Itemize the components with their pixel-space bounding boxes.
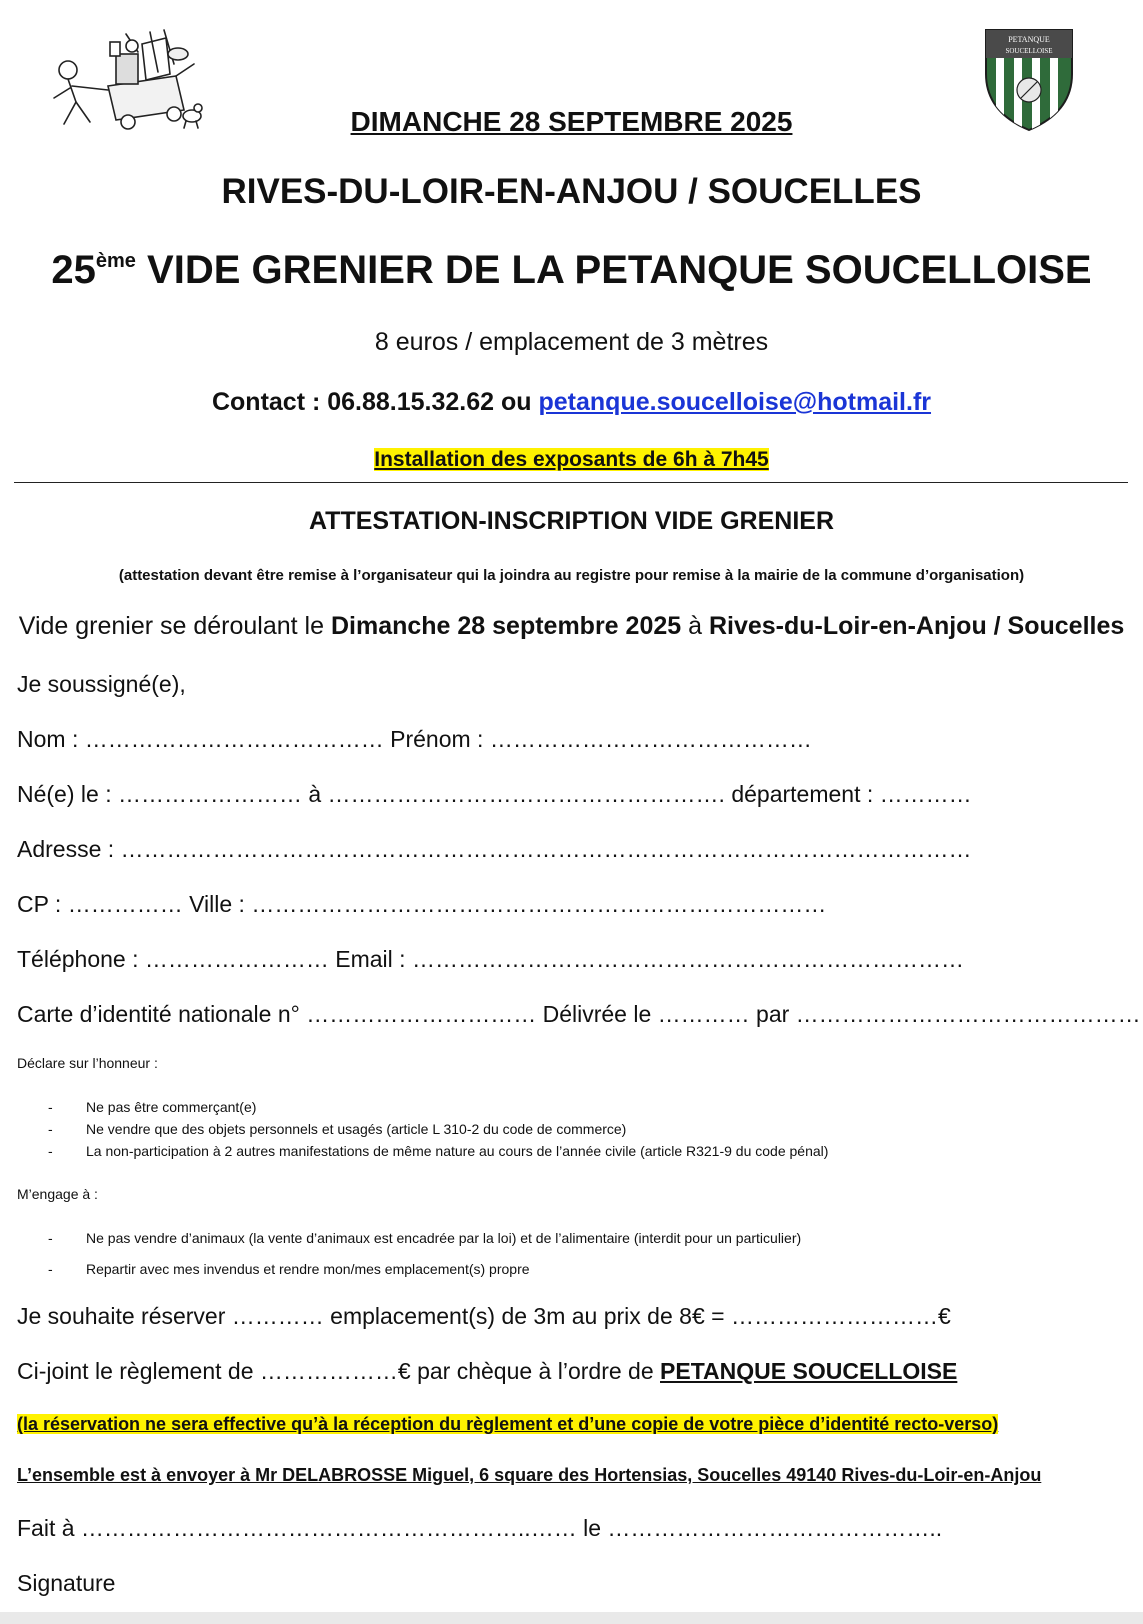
payee-name: PETANQUE SOUCELLOISE bbox=[660, 1358, 958, 1384]
declare-item: - Ne pas être commerçant(e) bbox=[48, 1099, 257, 1115]
logo-text-line1: PETANQUE bbox=[1008, 35, 1050, 44]
event-date-heading bbox=[0, 106, 1143, 138]
declare-item-text: La non-participation à 2 autres manifestations de même nature au cours de l’année civile (article R321-9 du code pénal) bbox=[86, 1143, 829, 1159]
title-number: 25 bbox=[51, 248, 96, 292]
mailing-address: L’ensemble est à envoyer à Mr DELABROSSE Miguel, 6 square des Hortensias, Soucelles 49140 Rives-du-Loir-en-Anjou bbox=[17, 1465, 1042, 1485]
signature-label: Signature bbox=[17, 1570, 116, 1596]
undersigned-label: Je soussigné(e), bbox=[17, 671, 186, 697]
form-note: (attestation devant être remise à l’organisateur qui la joindra au registre pour remise à la mairie de la commune d’organisation) bbox=[118, 567, 1025, 584]
reservation-note bbox=[17, 1414, 998, 1435]
contact-email-link[interactable]: petanque.soucelloise@hotmail.fr bbox=[538, 388, 932, 416]
engage-item: - Ne pas vendre d’animaux (la vente d’animaux est encadrée par la loi) et de l’alimentaire (interdit pour un particulier) bbox=[48, 1230, 802, 1246]
price-line: 8 euros / emplacement de 3 mètres bbox=[374, 328, 769, 356]
name-field-line[interactable]: Nom : ………………………………… Prénom : …………………………………… bbox=[17, 726, 812, 752]
logo-text-line2: SOUCELLOISE bbox=[1005, 47, 1053, 55]
declare-label: Déclare sur l’honneur : bbox=[17, 1055, 158, 1071]
contact-line bbox=[0, 388, 1143, 417]
event-date-text: DIMANCHE 28 SEPTEMBRE 2025 bbox=[350, 106, 793, 137]
event-sentence bbox=[0, 612, 1143, 641]
installation-text: Installation des exposants de 6h à 7h45 bbox=[374, 448, 769, 471]
event-intro: Vide grenier se déroulant le bbox=[18, 612, 331, 640]
city-field-line[interactable]: CP : …………… Ville : ………………………………………………………………… bbox=[17, 891, 827, 917]
engage-item-text: Ne pas vendre d’animaux (la vente d’animaux est encadrée par la loi) et de l’alimentaire (interdit pour un particulier) bbox=[86, 1230, 802, 1246]
title-text: VIDE GRENIER DE LA PETANQUE SOUCELLOISE bbox=[147, 248, 1092, 292]
declare-item: - La non-participation à 2 autres manifestations de même nature au cours de l’année civile (article R321-9 du code pénal) bbox=[48, 1143, 829, 1159]
event-place: Rives-du-Loir-en-Anjou / Soucelles bbox=[708, 612, 1125, 640]
event-date: Dimanche 28 septembre 2025 bbox=[330, 612, 682, 640]
title-superscript: ème bbox=[95, 249, 136, 272]
declare-item: - Ne vendre que des objets personnels et usagés (article L 310-2 du code de commerce) bbox=[48, 1121, 627, 1137]
page-bottom-edge bbox=[0, 1612, 1143, 1624]
event-title-heading bbox=[0, 248, 1143, 293]
event-mid: à bbox=[681, 612, 709, 640]
engage-item: - Repartir avec mes invendus et rendre mon/mes emplacement(s) propre bbox=[48, 1261, 530, 1277]
form-heading: ATTESTATION-INSCRIPTION VIDE GRENIER bbox=[308, 507, 834, 535]
payment-text: Ci-joint le règlement de ………………€ par chèque à l’ordre de bbox=[17, 1358, 661, 1384]
declare-item-text: Ne pas être commerçant(e) bbox=[86, 1099, 257, 1115]
installation-line bbox=[0, 448, 1143, 472]
reservation-note-text: (la réservation ne sera effective qu’à la réception du règlement et d’une copie de votre pièce d’identité recto-verso) bbox=[17, 1414, 999, 1434]
phone-email-field-line[interactable]: Téléphone : …………………… Email : ……………………………………………………………… bbox=[17, 946, 964, 972]
header-divider bbox=[14, 482, 1128, 483]
id-card-field-line[interactable]: Carte d’identité nationale n° ………………………… Délivrée le ………… par ……………………………………… bbox=[17, 1001, 1141, 1027]
place-date-field-line[interactable]: Fait à …………………………………………………..…… le …………………………………….. bbox=[17, 1515, 943, 1541]
payment-field-line[interactable] bbox=[17, 1358, 957, 1385]
declare-item-text: Ne vendre que des objets personnels et usagés (article L 310-2 du code de commerce) bbox=[86, 1121, 627, 1137]
event-location-heading: RIVES-DU-LOIR-EN-ANJOU / SOUCELLES bbox=[221, 172, 922, 211]
address-field-line[interactable]: Adresse : ………………………………………………………………………………………………… bbox=[17, 836, 972, 862]
contact-phone: Contact : 06.88.15.32.62 ou bbox=[211, 388, 539, 416]
engage-label: M’engage à : bbox=[17, 1186, 98, 1202]
birth-field-line[interactable]: Né(e) le : …………………… à ……………………………………………. département : ………… bbox=[17, 781, 972, 807]
reservation-field-line[interactable]: Je souhaite réserver ………… emplacement(s) de 3m au prix de 8€ = ………………………€ bbox=[17, 1303, 951, 1329]
engage-item-text: Repartir avec mes invendus et rendre mon/mes emplacement(s) propre bbox=[86, 1261, 530, 1277]
